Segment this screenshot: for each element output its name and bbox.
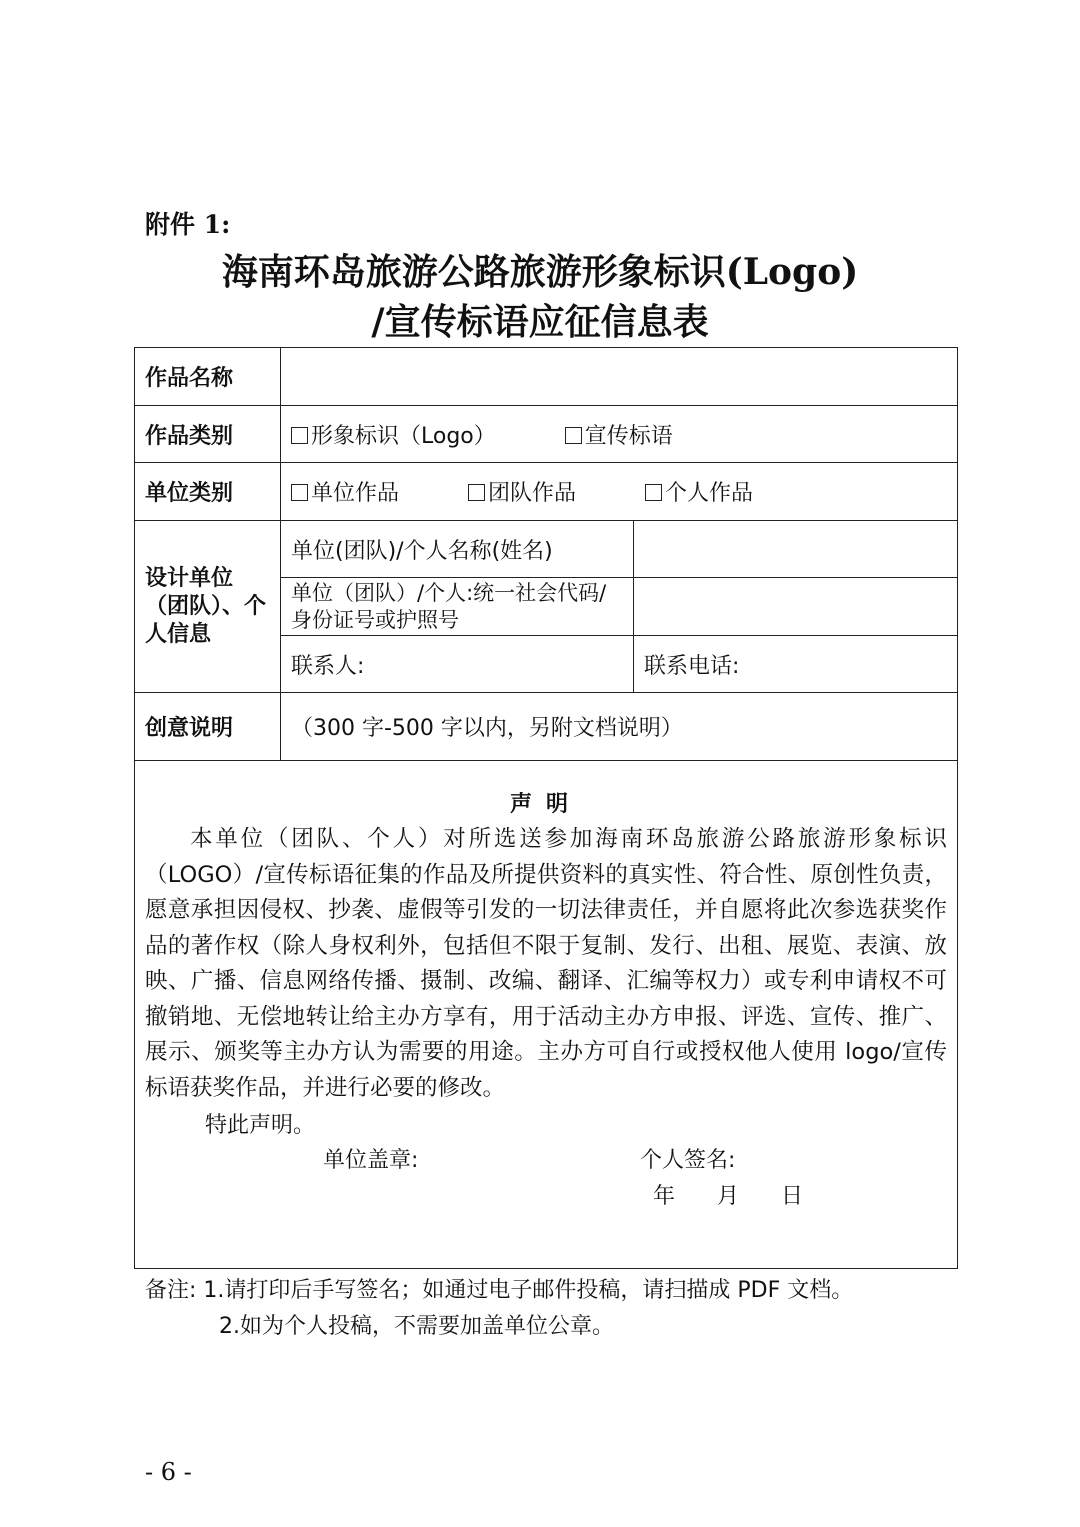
date-year: 年 bbox=[653, 1184, 676, 1209]
declaration-cell bbox=[135, 761, 958, 1269]
checkbox-icon[interactable] bbox=[565, 427, 582, 444]
application-form-table bbox=[134, 347, 958, 1269]
unit-type-unit-option[interactable] bbox=[291, 476, 399, 507]
row-unit-type bbox=[135, 463, 958, 521]
checkbox-icon[interactable] bbox=[291, 484, 308, 501]
page-title-line2: /宣传标语应征信息表 bbox=[371, 301, 709, 343]
row-work-name bbox=[135, 348, 958, 406]
notes bbox=[145, 1273, 853, 1345]
declaration-title: 声明 bbox=[509, 792, 582, 817]
signature-row bbox=[145, 1143, 947, 1179]
note-line-1: 备注: 1.请打印后手写签名；如通过电子邮件投稿，请扫描成 PDF 文档。 bbox=[145, 1278, 854, 1303]
declaration-body: 本单位（团队、个人）对所选送参加海南环岛旅游公路旅游形象标识（LOGO）/宣传标语征集的作品及所提供资料的真实性、符合性、原创性负责，愿意承担因侵权、抄袭、虚假等引发的一切法律责任，并自愿将此次参选获奖作品的著作权（除人身权利外，包括但不限于复制、发行、出租、展览、表演、放映、广播、信息网络传播、摄制、改编、翻译、汇编等权力）或专利申请权不可撤销地、无偿地转让给主办方享有，用于活动主办方申报、评选、宣传、推广、展示、颁奖等主办方认为需要的用途。主办方可自行或授权他人使用 logo/宣传标语获奖作品，并进行必要的修改。 bbox=[145, 826, 947, 1101]
page-number: - 6 - bbox=[145, 1458, 192, 1486]
unit-type-team-label: 团队作品 bbox=[488, 481, 577, 506]
work-type-label: 作品类别 bbox=[135, 406, 281, 463]
row-declaration bbox=[135, 761, 958, 1269]
annex-label: 附件 1: bbox=[145, 210, 231, 239]
checkbox-icon[interactable] bbox=[291, 427, 308, 444]
work-name-label: 作品名称 bbox=[135, 348, 281, 406]
designer-name-label: 单位(团队)/个人名称(姓名) bbox=[281, 521, 634, 578]
checkbox-icon[interactable] bbox=[468, 484, 485, 501]
work-type-logo-option[interactable] bbox=[291, 419, 496, 450]
date-row bbox=[145, 1179, 947, 1219]
row-idea bbox=[135, 693, 958, 761]
note-line-2: 2.如为个人投稿，不需要加盖单位公章。 bbox=[219, 1314, 614, 1339]
date-day: 日 bbox=[781, 1184, 804, 1209]
date-month: 月 bbox=[717, 1184, 740, 1209]
work-type-logo-label: 形象标识（Logo） bbox=[311, 423, 496, 449]
idea-field[interactable]: （300 字-500 字以内，另附文档说明） bbox=[281, 693, 958, 761]
personal-sign-label: 个人签名: bbox=[640, 1148, 736, 1173]
designer-id-label: 单位（团队）/个人:统一社会代码/身份证号或护照号 bbox=[281, 578, 634, 636]
row-work-type bbox=[135, 406, 958, 463]
unit-seal-label: 单位盖章: bbox=[323, 1148, 419, 1173]
unit-type-unit-label: 单位作品 bbox=[311, 481, 400, 506]
work-type-options bbox=[281, 406, 958, 463]
checkbox-icon[interactable] bbox=[645, 484, 662, 501]
unit-type-team-option[interactable] bbox=[468, 476, 576, 507]
work-type-slogan-option[interactable] bbox=[565, 419, 673, 450]
designer-name-field[interactable] bbox=[634, 521, 958, 578]
designer-info-label: 设计单位（团队）、个人信息 bbox=[135, 521, 281, 693]
idea-label: 创意说明 bbox=[135, 693, 281, 761]
unit-type-personal-label: 个人作品 bbox=[665, 481, 754, 506]
page-title-line1: 海南环岛旅游公路旅游形象标识(Logo) bbox=[221, 251, 859, 293]
designer-id-field[interactable] bbox=[634, 578, 958, 636]
unit-type-personal-option[interactable] bbox=[645, 476, 753, 507]
contact-field[interactable]: 联系人: bbox=[281, 636, 634, 693]
phone-field[interactable]: 联系电话: bbox=[634, 636, 958, 693]
row-designer-name bbox=[135, 521, 958, 578]
work-name-field[interactable] bbox=[281, 348, 958, 406]
work-type-slogan-label: 宣传标语 bbox=[584, 423, 673, 449]
unit-type-options bbox=[281, 463, 958, 521]
declaration-special: 特此声明。 bbox=[205, 1113, 316, 1138]
unit-type-label: 单位类别 bbox=[135, 463, 281, 521]
